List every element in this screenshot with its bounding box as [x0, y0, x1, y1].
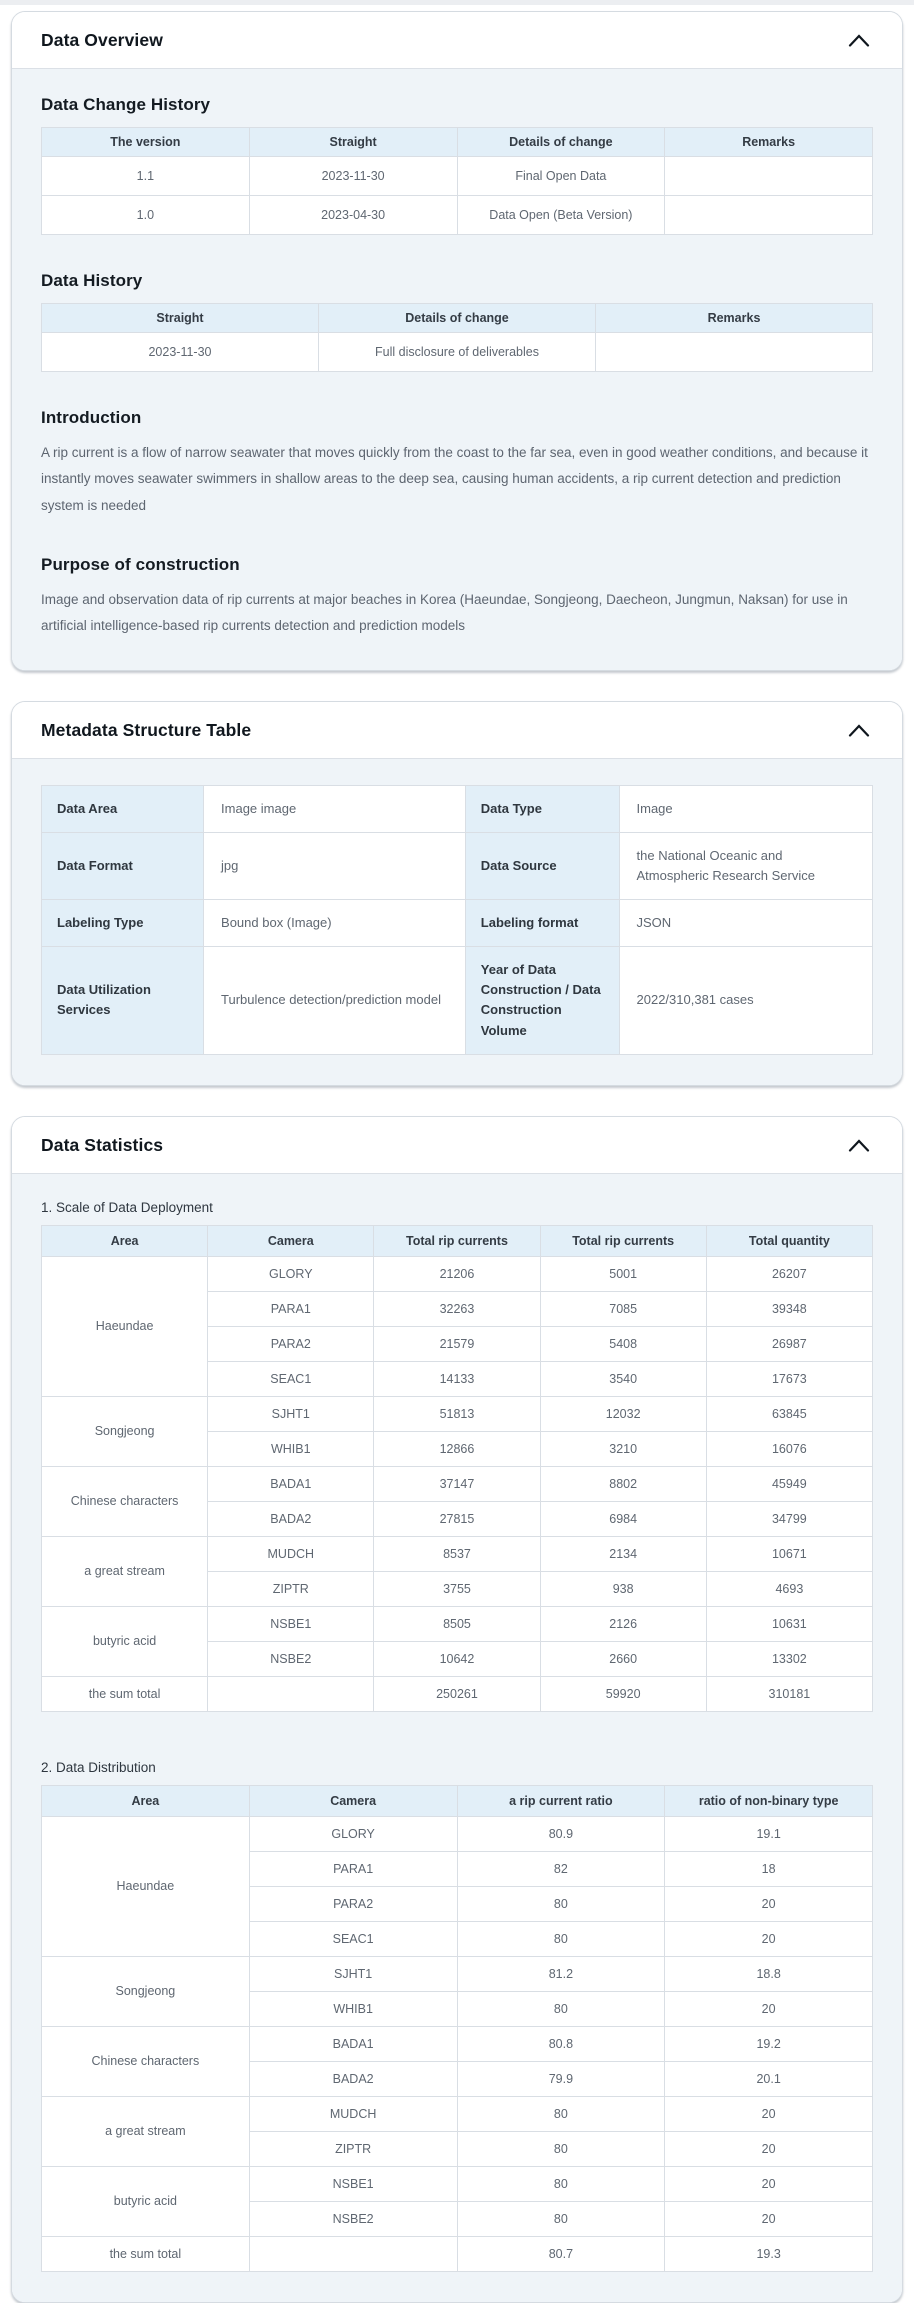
data-statistics-header[interactable]: [12, 1117, 902, 1174]
section-heading-data-history: Data History: [41, 271, 143, 290]
column-header-cell: Remarks: [596, 304, 873, 333]
value-cell: 20: [665, 1991, 873, 2026]
table-row: [42, 157, 873, 196]
meta-value-cell: Turbulence detection/prediction model: [204, 947, 466, 1055]
column-header-cell: Total rip currents: [374, 1225, 540, 1256]
table-row: [42, 1466, 873, 1501]
value-cell: 82: [457, 1851, 665, 1886]
distribution-table-label: 2. Data Distribution: [41, 1759, 156, 1775]
camera-cell: MUDCH: [208, 1536, 374, 1571]
table-row: [42, 1396, 873, 1431]
meta-value-cell: Image image: [204, 785, 466, 832]
meta-label-cell: Data Type: [465, 785, 619, 832]
value-cell: 19.1: [665, 1816, 873, 1851]
cell: Full disclosure of deliverables: [319, 333, 596, 372]
value-cell: 12032: [540, 1396, 706, 1431]
value-cell: 19.2: [665, 2026, 873, 2061]
value-cell: 5408: [540, 1326, 706, 1361]
column-header-cell: Camera: [249, 1785, 457, 1816]
camera-cell: NSBE1: [249, 2166, 457, 2201]
column-header-cell: Details of change: [457, 128, 665, 157]
value-cell: 10642: [374, 1641, 540, 1676]
value-cell: 20: [665, 2201, 873, 2236]
meta-label-cell: Labeling format: [465, 899, 619, 946]
value-cell: 938: [540, 1571, 706, 1606]
value-cell: 80: [457, 1991, 665, 2026]
column-header-cell: Straight: [42, 304, 319, 333]
data-overview-body: [12, 69, 902, 670]
value-cell: 20: [665, 2096, 873, 2131]
value-cell: 20: [665, 1921, 873, 1956]
meta-label-cell: Year of Data Construction / Data Construction Volume: [465, 947, 619, 1055]
data-history-table: [41, 303, 873, 372]
metadata-structure-body: [12, 759, 902, 1085]
section-heading-change-history: Data Change History: [41, 95, 211, 114]
value-cell: 2126: [540, 1606, 706, 1641]
section-heading-introduction: Introduction: [41, 408, 142, 427]
data-statistics-panel: [11, 1116, 903, 2303]
camera-cell: PARA1: [208, 1291, 374, 1326]
value-cell: 19.3: [665, 2236, 873, 2271]
metadata-table: [41, 785, 873, 1055]
value-cell: 8505: [374, 1606, 540, 1641]
area-cell: a great stream: [42, 1536, 208, 1606]
chevron-up-icon[interactable]: [848, 34, 870, 47]
page-top-edge: [0, 0, 914, 5]
value-cell: 80.9: [457, 1816, 665, 1851]
value-cell: 8802: [540, 1466, 706, 1501]
value-cell: 13302: [706, 1641, 872, 1676]
value-cell: 80: [457, 1886, 665, 1921]
table-row: [42, 333, 873, 372]
area-cell: Songjeong: [42, 1956, 250, 2026]
panel-title: Data Overview: [41, 30, 163, 50]
cell: 1.0: [42, 196, 250, 235]
area-cell: Songjeong: [42, 1396, 208, 1466]
value-cell: 6984: [540, 1501, 706, 1536]
camera-cell: WHIB1: [208, 1431, 374, 1466]
camera-cell: GLORY: [208, 1256, 374, 1291]
value-cell: 3540: [540, 1361, 706, 1396]
value-cell: 17673: [706, 1361, 872, 1396]
cell: 2023-04-30: [249, 196, 457, 235]
table-row: [42, 2096, 873, 2131]
value-cell: 8537: [374, 1536, 540, 1571]
cell: 2023-11-30: [249, 157, 457, 196]
column-header-cell: Area: [42, 1785, 250, 1816]
camera-cell: BADA1: [208, 1466, 374, 1501]
value-cell: 26987: [706, 1326, 872, 1361]
value-cell: 7085: [540, 1291, 706, 1326]
area-cell: butyric acid: [42, 2166, 250, 2236]
metadata-structure-header[interactable]: [12, 702, 902, 759]
meta-label-cell: Data Area: [42, 785, 204, 832]
value-cell: 310181: [706, 1676, 872, 1711]
table-row: [42, 1256, 873, 1291]
camera-cell: NSBE2: [208, 1641, 374, 1676]
value-cell: 37147: [374, 1466, 540, 1501]
value-cell: 80.7: [457, 2236, 665, 2271]
total-label-cell: the sum total: [42, 1676, 208, 1711]
cell: Data Open (Beta Version): [457, 196, 665, 235]
introduction-text: A rip current is a flow of narrow seawater that moves quickly from the coast to the far sea, even in good weather conditions, and because it instantly moves seawater swimmers in shallow areas to the deep sea, causing human accidents, a rip current detection and prediction system is needed: [41, 445, 868, 513]
value-cell: 80: [457, 2131, 665, 2166]
camera-cell: [208, 1676, 374, 1711]
table-row: [42, 2026, 873, 2061]
value-cell: 10631: [706, 1606, 872, 1641]
column-header-cell: Straight: [249, 128, 457, 157]
value-cell: 20: [665, 2166, 873, 2201]
value-cell: 14133: [374, 1361, 540, 1396]
table-row: [42, 1536, 873, 1571]
column-header-cell: Details of change: [319, 304, 596, 333]
camera-cell: BADA2: [208, 1501, 374, 1536]
data-overview-panel: [11, 11, 903, 671]
table-row: [42, 947, 873, 1055]
value-cell: 20: [665, 1886, 873, 1921]
area-cell: Haeundae: [42, 1816, 250, 1956]
value-cell: 59920: [540, 1676, 706, 1711]
camera-cell: BADA2: [249, 2061, 457, 2096]
data-overview-header[interactable]: [12, 12, 902, 69]
column-header-cell: Camera: [208, 1225, 374, 1256]
meta-value-cell: jpg: [204, 832, 466, 899]
column-header-cell: Total rip currents: [540, 1225, 706, 1256]
cell: [596, 333, 873, 372]
camera-cell: ZIPTR: [208, 1571, 374, 1606]
camera-cell: NSBE1: [208, 1606, 374, 1641]
camera-cell: ZIPTR: [249, 2131, 457, 2166]
meta-value-cell: 2022/310,381 cases: [619, 947, 872, 1055]
cell: Final Open Data: [457, 157, 665, 196]
scale-of-data-deployment-table: [41, 1225, 873, 1712]
value-cell: 21206: [374, 1256, 540, 1291]
panel-title: Metadata Structure Table: [41, 719, 252, 740]
total-row: [42, 1676, 873, 1711]
meta-label-cell: Data Utilization Services: [42, 947, 204, 1055]
value-cell: 2134: [540, 1536, 706, 1571]
value-cell: 80: [457, 2201, 665, 2236]
camera-cell: SEAC1: [249, 1921, 457, 1956]
cell: [665, 157, 873, 196]
meta-value-cell: Image: [619, 785, 872, 832]
value-cell: 3755: [374, 1571, 540, 1606]
meta-value-cell: Bound box (Image): [204, 899, 466, 946]
chevron-up-icon[interactable]: [848, 1139, 870, 1152]
column-header-cell: Area: [42, 1225, 208, 1256]
cell: 2023-11-30: [42, 333, 319, 372]
value-cell: 79.9: [457, 2061, 665, 2096]
table-row: [42, 1816, 873, 1851]
value-cell: 81.2: [457, 1956, 665, 1991]
scale-table-label: 1. Scale of Data Deployment: [41, 1199, 213, 1215]
value-cell: 51813: [374, 1396, 540, 1431]
purpose-text: Image and observation data of rip currents at major beaches in Korea (Haeundae, Songjeong, Daecheon, Jungmun, Naksan) for use in artificial intelligence-based rip currents detection and prediction models: [41, 591, 848, 634]
meta-label-cell: Data Source: [465, 832, 619, 899]
camera-cell: MUDCH: [249, 2096, 457, 2131]
value-cell: 18: [665, 1851, 873, 1886]
value-cell: 18.8: [665, 1956, 873, 1991]
table-row: [42, 1606, 873, 1641]
value-cell: 20.1: [665, 2061, 873, 2096]
table-row: [42, 785, 873, 832]
camera-cell: PARA2: [249, 1886, 457, 1921]
value-cell: 80: [457, 2096, 665, 2131]
value-cell: 34799: [706, 1501, 872, 1536]
value-cell: 27815: [374, 1501, 540, 1536]
data-change-history-table: [41, 127, 873, 235]
value-cell: 63845: [706, 1396, 872, 1431]
meta-label-cell: Data Format: [42, 832, 204, 899]
camera-cell: PARA2: [208, 1326, 374, 1361]
area-cell: Chinese characters: [42, 1466, 208, 1536]
table-row: [42, 899, 873, 946]
camera-cell: NSBE2: [249, 2201, 457, 2236]
meta-value-cell: the National Oceanic and Atmospheric Research Service: [619, 832, 872, 899]
column-header-cell: Total quantity: [706, 1225, 872, 1256]
value-cell: 80: [457, 2166, 665, 2201]
metadata-structure-panel: [11, 701, 903, 1086]
value-cell: 32263: [374, 1291, 540, 1326]
value-cell: 26207: [706, 1256, 872, 1291]
column-header-cell: The version: [42, 128, 250, 157]
column-header-cell: a rip current ratio: [457, 1785, 665, 1816]
section-heading-purpose: Purpose of construction: [41, 554, 240, 574]
value-cell: 250261: [374, 1676, 540, 1711]
panel-title: Data Statistics: [41, 1134, 164, 1155]
table-row: [42, 832, 873, 899]
camera-cell: [249, 2236, 457, 2271]
value-cell: 45949: [706, 1466, 872, 1501]
value-cell: 12866: [374, 1431, 540, 1466]
value-cell: 2660: [540, 1641, 706, 1676]
value-cell: 16076: [706, 1431, 872, 1466]
area-cell: butyric acid: [42, 1606, 208, 1676]
table-row: [42, 196, 873, 235]
total-row: [42, 2236, 873, 2271]
table-row: [42, 2166, 873, 2201]
camera-cell: SJHT1: [208, 1396, 374, 1431]
total-label-cell: the sum total: [42, 2236, 250, 2271]
column-header-cell: Remarks: [665, 128, 873, 157]
camera-cell: SJHT1: [249, 1956, 457, 1991]
area-cell: a great stream: [42, 2096, 250, 2166]
data-distribution-table: [41, 1785, 873, 2272]
camera-cell: WHIB1: [249, 1991, 457, 2026]
chevron-up-icon[interactable]: [848, 724, 870, 737]
value-cell: 5001: [540, 1256, 706, 1291]
cell: 1.1: [42, 157, 250, 196]
data-statistics-body: [12, 1174, 902, 2302]
camera-cell: SEAC1: [208, 1361, 374, 1396]
cell: [665, 196, 873, 235]
value-cell: 39348: [706, 1291, 872, 1326]
value-cell: 80.8: [457, 2026, 665, 2061]
value-cell: 3210: [540, 1431, 706, 1466]
meta-label-cell: Labeling Type: [42, 899, 204, 946]
value-cell: 20: [665, 2131, 873, 2166]
camera-cell: PARA1: [249, 1851, 457, 1886]
value-cell: 10671: [706, 1536, 872, 1571]
value-cell: 21579: [374, 1326, 540, 1361]
table-row: [42, 1956, 873, 1991]
area-cell: Haeundae: [42, 1256, 208, 1396]
value-cell: 4693: [706, 1571, 872, 1606]
area-cell: Chinese characters: [42, 2026, 250, 2096]
meta-value-cell: JSON: [619, 899, 872, 946]
value-cell: 80: [457, 1921, 665, 1956]
column-header-cell: ratio of non-binary type: [665, 1785, 873, 1816]
camera-cell: BADA1: [249, 2026, 457, 2061]
camera-cell: GLORY: [249, 1816, 457, 1851]
